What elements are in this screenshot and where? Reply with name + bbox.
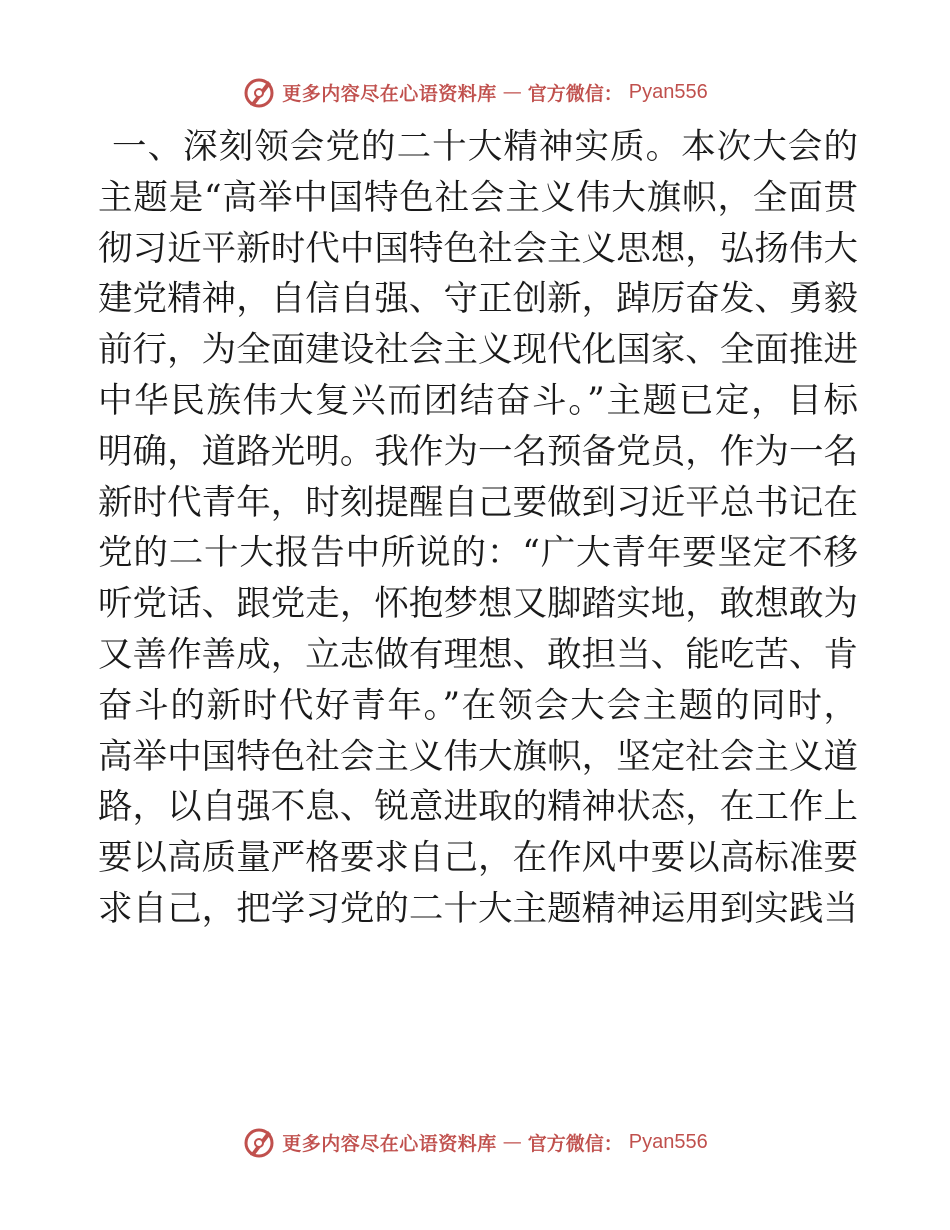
footer-wechat-id: Pyan556 <box>628 1130 708 1153</box>
text-line-12: 奋斗的新时代好青年。”在领会大会主题的同时， <box>98 685 858 726</box>
text-line-9: 党的二十大报告中所说的：“广大青年要坚定不移 <box>98 533 858 574</box>
header-wechat-label: 官方微信： <box>527 82 623 105</box>
text-line-8: 新时代青年，时刻提醒自己要做到习近平总书记在 <box>98 482 858 523</box>
header-wechat-id: Pyan556 <box>628 80 708 103</box>
text-line-1: 一、深刻领会党的二十大精神实质。本次大会的 <box>112 127 858 167</box>
text-line-5: 前行，为全面建设社会主义现代化国家、全面推进 <box>98 330 858 371</box>
header-banner <box>0 72 950 112</box>
footer-banner <box>0 1122 950 1162</box>
text-line-7: 明确，道路光明。我作为一名预备党员，作为一名 <box>98 431 858 472</box>
text-line-6: 中华民族伟大复兴而团结奋斗。”主题已定，目标 <box>98 380 858 421</box>
text-line-2: 主题是“高举中国特色社会主义伟大旗帜，全面贯 <box>98 177 858 218</box>
header-separator: — <box>502 81 522 103</box>
header-site-text: 更多内容尽在心语资料库 <box>282 82 497 105</box>
footer-site-text: 更多内容尽在心语资料库 <box>282 1132 497 1155</box>
quill-logo-icon <box>242 75 276 109</box>
text-line-4: 建党精神，自信自强、守正创新，踔厉奋发、勇毅 <box>98 279 858 320</box>
quill-logo-icon <box>242 1125 276 1159</box>
text-line-10: 听党话、跟党走，怀抱梦想又脚踏实地，敢想敢为 <box>98 584 858 625</box>
text-line-3: 彻习近平新时代中国特色社会主义思想，弘扬伟大 <box>98 228 858 269</box>
footer-wechat-label: 官方微信： <box>527 1132 623 1155</box>
document-body <box>98 122 858 935</box>
text-line-16: 求自己，把学习党的二十大主题精神运用到实践当 <box>98 888 858 929</box>
text-line-13: 高举中国特色社会主义伟大旗帜，坚定社会主义道 <box>98 736 858 777</box>
text-line-14: 路，以自强不息、锐意进取的精神状态，在工作上 <box>98 787 858 828</box>
text-line-11: 又善作善成，立志做有理想、敢担当、能吃苦、肯 <box>98 634 858 675</box>
footer-separator: — <box>502 1131 522 1153</box>
text-line-15: 要以高质量严格要求自己，在作风中要以高标准要 <box>98 838 858 879</box>
